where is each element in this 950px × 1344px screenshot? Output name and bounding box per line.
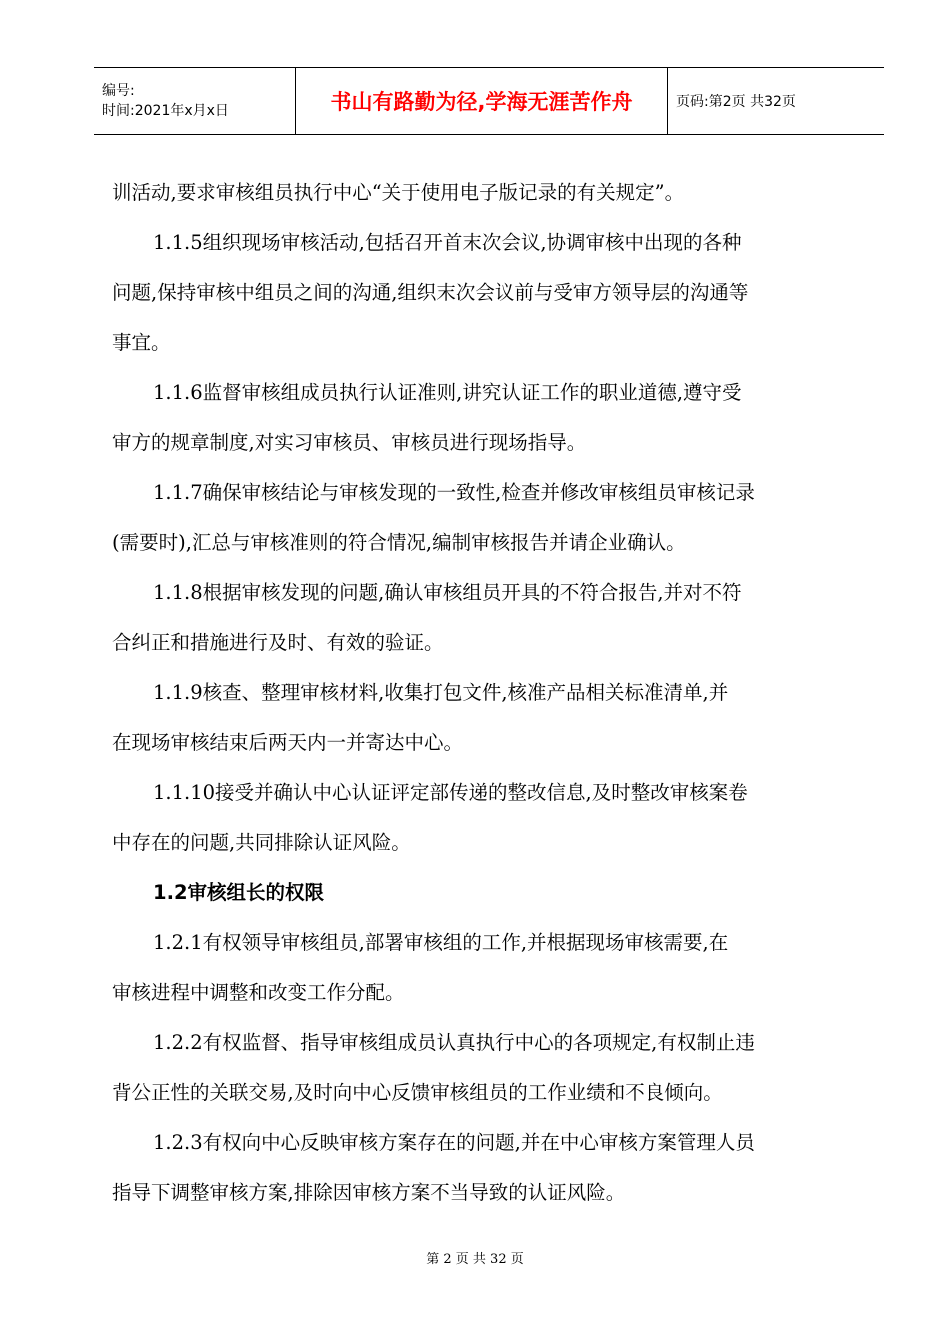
- header-meta: [94, 68, 296, 134]
- header-motto: 书山有路勤为径,学海无涯苦作舟: [296, 68, 668, 134]
- section-heading: 1.2审核组长的权限: [153, 881, 325, 904]
- body-line: 1.2.2有权监督、指导审核组成员认真执行中心的各项规定,有权制止违: [153, 1031, 755, 1054]
- page-footer: 第 2 页 共 32 页: [426, 1252, 524, 1267]
- body-line: 1.2.1有权领导审核组员,部署审核组的工作,并根据现场审核需要,在: [153, 931, 729, 954]
- document-body: [112, 168, 872, 1218]
- body-line: 背公正性的关联交易,及时向中心反馈审核组员的工作业绩和不良倾向。: [112, 1081, 723, 1104]
- body-line: (需要时),汇总与审核准则的符合情况,编制审核报告并请企业确认。: [112, 531, 686, 554]
- body-line: 1.1.9核查、整理审核材料,收集打包文件,核准产品相关标准清单,并: [153, 681, 729, 704]
- body-line: 合纠正和措施进行及时、有效的验证。: [112, 631, 444, 654]
- body-line: 训活动,要求审核组员执行中心“关于使用电子版记录的有关规定”。: [112, 181, 685, 204]
- body-line: 1.1.6监督审核组成员执行认证准则,讲究认证工作的职业道德,遵守受: [153, 381, 742, 404]
- document-number-label: 编号:: [102, 83, 135, 99]
- body-line: 指导下调整审核方案,排除因审核方案不当导致的认证风险。: [112, 1181, 626, 1204]
- document-time: 时间:2021年x月x日: [102, 103, 229, 119]
- page-header: [94, 67, 884, 135]
- body-line: 在现场审核结束后两天内一并寄达中心。: [112, 731, 464, 754]
- body-line: 审方的规章制度,对实习审核员、审核员进行现场指导。: [112, 431, 587, 454]
- body-line: 1.2.3有权向中心反映审核方案存在的问题,并在中心审核方案管理人员: [153, 1131, 755, 1154]
- body-line: 1.1.8根据审核发现的问题,确认审核组员开具的不符合报告,并对不符: [153, 581, 742, 604]
- body-line: 1.1.7确保审核结论与审核发现的一致性,检查并修改审核组员审核记录: [153, 481, 755, 504]
- body-line: 1.1.5组织现场审核活动,包括召开首末次会议,协调审核中出现的各种: [153, 231, 742, 254]
- body-line: 中存在的问题,共同排除认证风险。: [112, 831, 411, 854]
- body-line: 1.1.10接受并确认中心认证评定部传递的整改信息,及时整改审核案卷: [153, 781, 748, 804]
- body-line: 问题,保持审核中组员之间的沟通,组织末次会议前与受审方领导层的沟通等: [112, 281, 749, 304]
- body-line: 审核进程中调整和改变工作分配。: [112, 981, 405, 1004]
- body-line: 事宜。: [112, 331, 171, 354]
- header-page-info: 页码:第2页 共32页: [676, 94, 796, 110]
